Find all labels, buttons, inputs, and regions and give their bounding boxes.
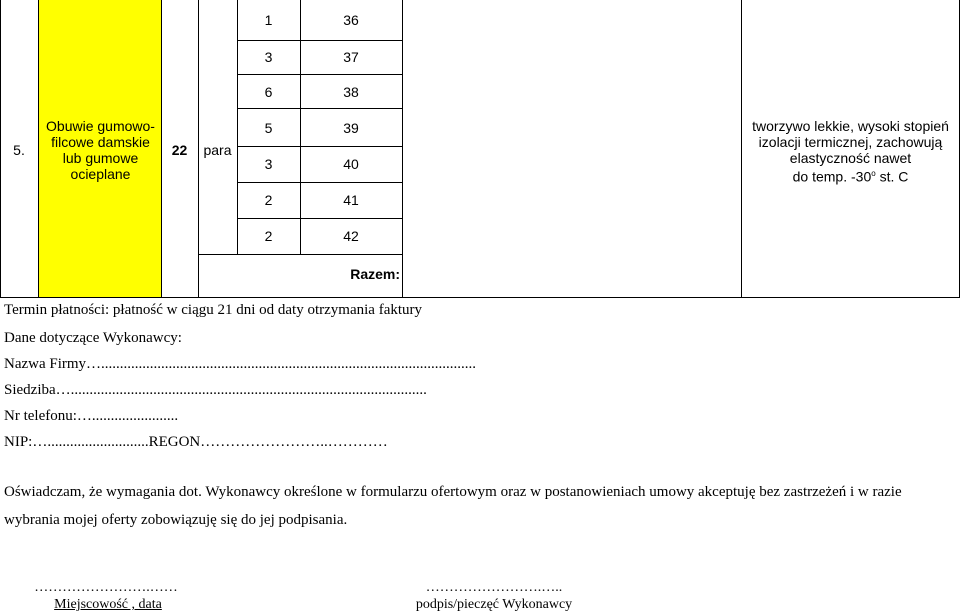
size-row-line [237, 146, 402, 147]
quantity: 22 [171, 142, 188, 158]
description [742, 118, 959, 185]
payment-terms: Termin płatności: płatność w ciągu 21 dni od daty otrzymania faktury [4, 302, 423, 318]
unit: para [203, 142, 232, 158]
size-row-line [237, 218, 402, 219]
description-line: izolacji termicznej, zachowują [758, 134, 943, 150]
description-line [742, 166, 959, 185]
description-line: elastyczność nawet [789, 150, 912, 166]
description-unit: st. C [875, 168, 909, 185]
phone-field: Nr telefonu:…....................... [4, 408, 179, 424]
size-row-line [237, 40, 402, 41]
product-name-line: lub gumowe [62, 150, 139, 166]
nip-regon-field: NIP:…...........................REGON……………………..………… [4, 434, 388, 450]
size-count: 6 [264, 84, 273, 100]
total-label: Razem: [350, 266, 400, 282]
place-date-label: Miejscowość , data [54, 597, 162, 612]
signature-label: podpis/pieczęć Wykonawcy [415, 597, 573, 612]
size-value: 36 [343, 12, 359, 28]
table-border-bottom [0, 297, 960, 298]
product-name-line: Obuwie gumowo- [46, 118, 155, 134]
size-row-line [237, 182, 402, 183]
size-row-line [237, 74, 402, 75]
size-count: 3 [264, 49, 273, 65]
size-count: 2 [264, 228, 273, 244]
size-row-line [237, 108, 402, 109]
size-value: 38 [343, 84, 359, 100]
contractor-header: Dane dotyczące Wykonawcy: [4, 330, 182, 346]
product-table [0, 0, 960, 298]
degree-mark: o [871, 169, 876, 178]
size-value: 40 [343, 156, 359, 172]
size-count: 1 [264, 12, 273, 28]
product-name-line: ocieplane [70, 166, 131, 182]
total-row-line [198, 254, 402, 255]
size-count: 5 [264, 120, 273, 136]
declaration-text: Oświadczam, że wymagania dot. Wykonawcy określone w formularzu ofertowym oraz w postanowieniach umowy akceptuję bez zastrzeżeń i w razie wybrania mojej oferty zobowiązuję się do jej podpisania. [4, 484, 902, 528]
table-divider [402, 0, 403, 298]
company-name-field: Nazwa Firmy….................................................................................................... [4, 356, 477, 372]
size-value: 42 [343, 228, 359, 244]
size-value: 39 [343, 120, 359, 136]
place-date-dots: …………………….…… [34, 580, 178, 595]
product-name-line: filcowe damskie [51, 134, 150, 150]
seat-field: Siedziba…............................................................................................... [4, 382, 427, 398]
size-count: 3 [264, 156, 273, 172]
size-count: 2 [264, 192, 273, 208]
table-divider [38, 0, 39, 298]
description-temp: do temp. -30 [792, 168, 872, 185]
size-value: 41 [343, 192, 359, 208]
product-name [40, 118, 161, 182]
description-line: tworzywo lekkie, wysoki stopień [752, 118, 949, 134]
row-number: 5. [13, 142, 25, 158]
size-value: 37 [343, 49, 359, 65]
signature-dots: …………………….….. [425, 580, 563, 595]
